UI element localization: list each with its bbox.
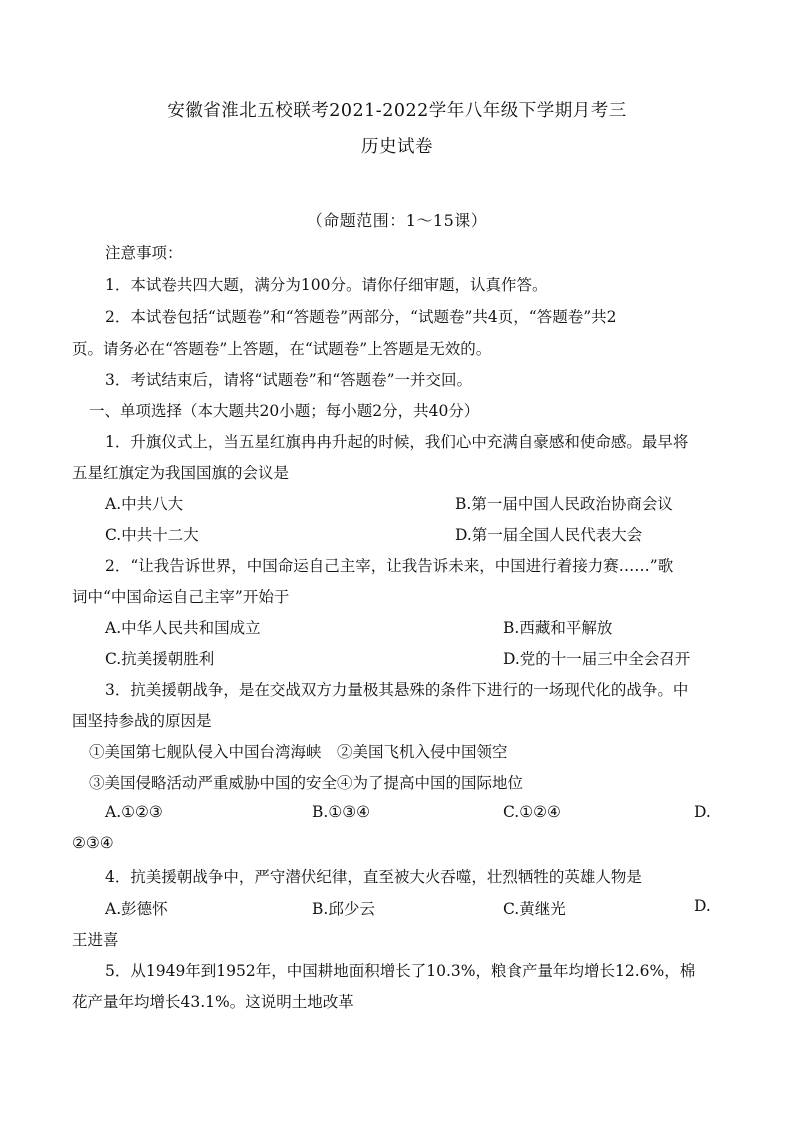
question-1-stem: 1．升旗仪式上，当五星红旗冉冉升起的时候，我们心中充满自豪感和使命感。最早将: [105, 433, 689, 451]
question-2-stem-cont: 词中“中国命运自己主宰”开始于: [72, 588, 290, 606]
exam-scope: （命题范围：1～15课）: [306, 211, 488, 230]
question-5-stem: 5．从1949年到1952年，中国耕地面积增长了10.3%，粮食产量年均增长12.6%，棉: [105, 962, 696, 980]
notice-item-3: 3．考试结束后，请将“试题卷”和“答题卷”一并交回。: [105, 371, 473, 389]
question-4-option-a: A.彭德怀: [105, 900, 168, 918]
notice-item-1: 1．本试卷共四大题，满分为100分。请你仔细审题，认真作答。: [105, 276, 548, 294]
notice-item-2: 2．本试卷包括“试题卷”和“答题卷”两部分，“试题卷”共4页，“答题卷”共2: [105, 308, 617, 326]
question-3-items-1: ①美国第七舰队侵入中国台湾海峡 ②美国飞机入侵中国领空: [89, 743, 508, 761]
question-1-option-a: A.中共八大: [105, 495, 184, 513]
question-2-option-c: C.抗美援朝胜利: [105, 650, 215, 668]
question-2-option-a: A.中华人民共和国成立: [105, 619, 261, 637]
question-3-stem-cont: 国坚持参战的原因是: [72, 712, 212, 730]
question-3-option-d: D.: [694, 803, 711, 821]
question-4-stem: 4．抗美援朝战争中，严守潜伏纪律，直至被大火吞噬，壮烈牺牲的英雄人物是: [105, 868, 642, 886]
question-2-stem: 2．“让我告诉世界，中国命运自己主宰，让我告诉未来，中国进行着接力赛……”歌: [105, 557, 674, 575]
question-1-option-d: D.第一届全国人民代表大会: [455, 526, 643, 544]
question-3-option-c: C.①②④: [503, 803, 561, 821]
question-4-option-c: C.黄继光: [503, 900, 566, 918]
question-3-option-b: B.①③④: [312, 803, 371, 821]
section-heading: 一、单项选择（本大题共20小题；每小题2分，共40分）: [89, 402, 480, 420]
question-3-items-2: ③美国侵略活动严重威胁中国的安全④为了提高中国的国际地位: [89, 774, 524, 792]
notice-heading: 注意事项：: [105, 244, 183, 262]
notice-item-2-cont: 页。请务必在“答题卷”上答题，在“试题卷”上答题是无效的。: [72, 340, 492, 358]
question-5-stem-cont: 花产量年均增长43.1%。这说明土地改革: [72, 993, 354, 1011]
question-3-stem: 3．抗美援朝战争，是在交战双方力量极其悬殊的条件下进行的一场现代化的战争。中: [105, 681, 689, 699]
question-1-option-b: B.第一届中国人民政治协商会议: [455, 495, 673, 513]
question-2-option-d: D.党的十一届三中全会召开: [503, 650, 691, 668]
question-3-option-a: A.①②③: [105, 803, 163, 821]
question-4-option-b: B.邱少云: [312, 900, 375, 918]
question-2-option-b: B.西藏和平解放: [503, 619, 613, 637]
question-1-stem-cont: 五星红旗定为我国国旗的会议是: [72, 464, 290, 482]
question-1-option-c: C.中共十二大: [105, 526, 199, 544]
exam-subtitle: 历史试卷: [361, 137, 433, 157]
question-4-option-d-cont: 王进喜: [72, 931, 119, 949]
question-3-option-d-cont: ②③④: [72, 834, 114, 852]
exam-title: 安徽省淮北五校联考2021-2022学年八年级下学期月考三: [167, 101, 627, 121]
question-4-option-d: D.: [694, 897, 711, 915]
